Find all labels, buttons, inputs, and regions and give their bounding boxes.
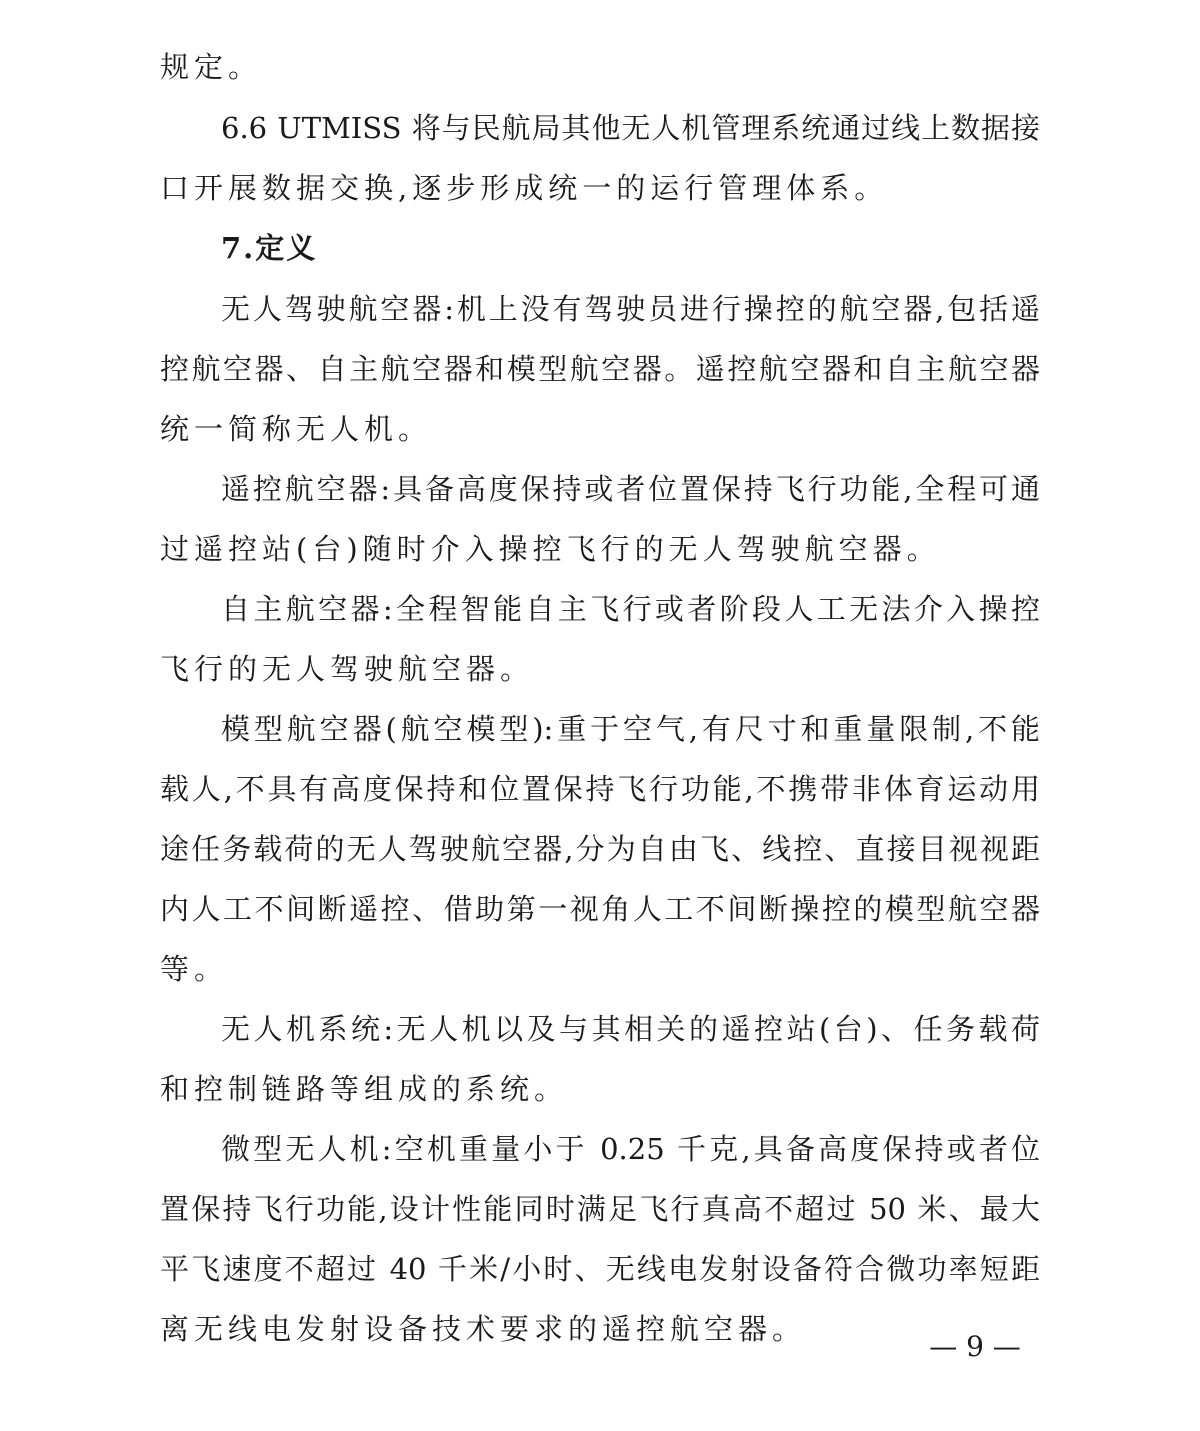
text-line: 控航空器、自主航空器和模型航空器。遥控航空器和自主航空器 <box>160 352 1040 386</box>
text-line: 遥控航空器:具备高度保持或者位置保持飞行功能,全程可通 <box>221 472 1040 506</box>
text-line: 自主航空器:全程智能自主飞行或者阶段人工无法介入操控 <box>221 592 1040 626</box>
text-line: 口开展数据交换,逐步形成统一的运行管理体系。 <box>160 171 889 205</box>
text-line: 飞行的无人驾驶航空器。 <box>160 652 535 686</box>
text-line: 离无线电发射设备技术要求的遥控航空器。 <box>160 1312 807 1346</box>
text-line: 过遥控站(台)随时介入操控飞行的无人驾驶航空器。 <box>160 532 941 566</box>
text-line: 内人工不间断遥控、借助第一视角人工不间断操控的模型航空器 <box>160 892 1040 926</box>
text-line: 途任务载荷的无人驾驶航空器,分为自由飞、线控、直接目视视距 <box>160 832 1040 866</box>
text-line: 统一简称无人机。 <box>160 412 433 446</box>
text-line: 载人,不具有高度保持和位置保持飞行功能,不携带非体育运动用 <box>160 772 1040 806</box>
text-line: 无人驾驶航空器:机上没有驾驶员进行操控的航空器,包括遥 <box>221 292 1040 326</box>
text-line: 置保持飞行功能,设计性能同时满足飞行真高不超过 50 米、最大 <box>160 1192 1040 1226</box>
text-line: 等。 <box>160 952 229 986</box>
text-line: 无人机系统:无人机以及与其相关的遥控站(台)、任务载荷 <box>221 1012 1040 1046</box>
text-line: 6.6 UTMISS 将与民航局其他无人机管理系统通过线上数据接 <box>221 111 1040 145</box>
text-line: 微型无人机:空机重量小于 0.25 千克,具备高度保持或者位 <box>221 1132 1040 1166</box>
section-heading: 7.定义 <box>221 231 318 265</box>
text-line: 平飞速度不超过 40 千米/小时、无线电发射设备符合微功率短距 <box>160 1252 1040 1286</box>
text-line: 和控制链路等组成的系统。 <box>160 1072 569 1106</box>
text-line: 规定。 <box>160 50 263 84</box>
text-line: 模型航空器(航空模型):重于空气,有尺寸和重量限制,不能 <box>221 712 1040 746</box>
page-number: — 9 — <box>929 1330 1021 1363</box>
